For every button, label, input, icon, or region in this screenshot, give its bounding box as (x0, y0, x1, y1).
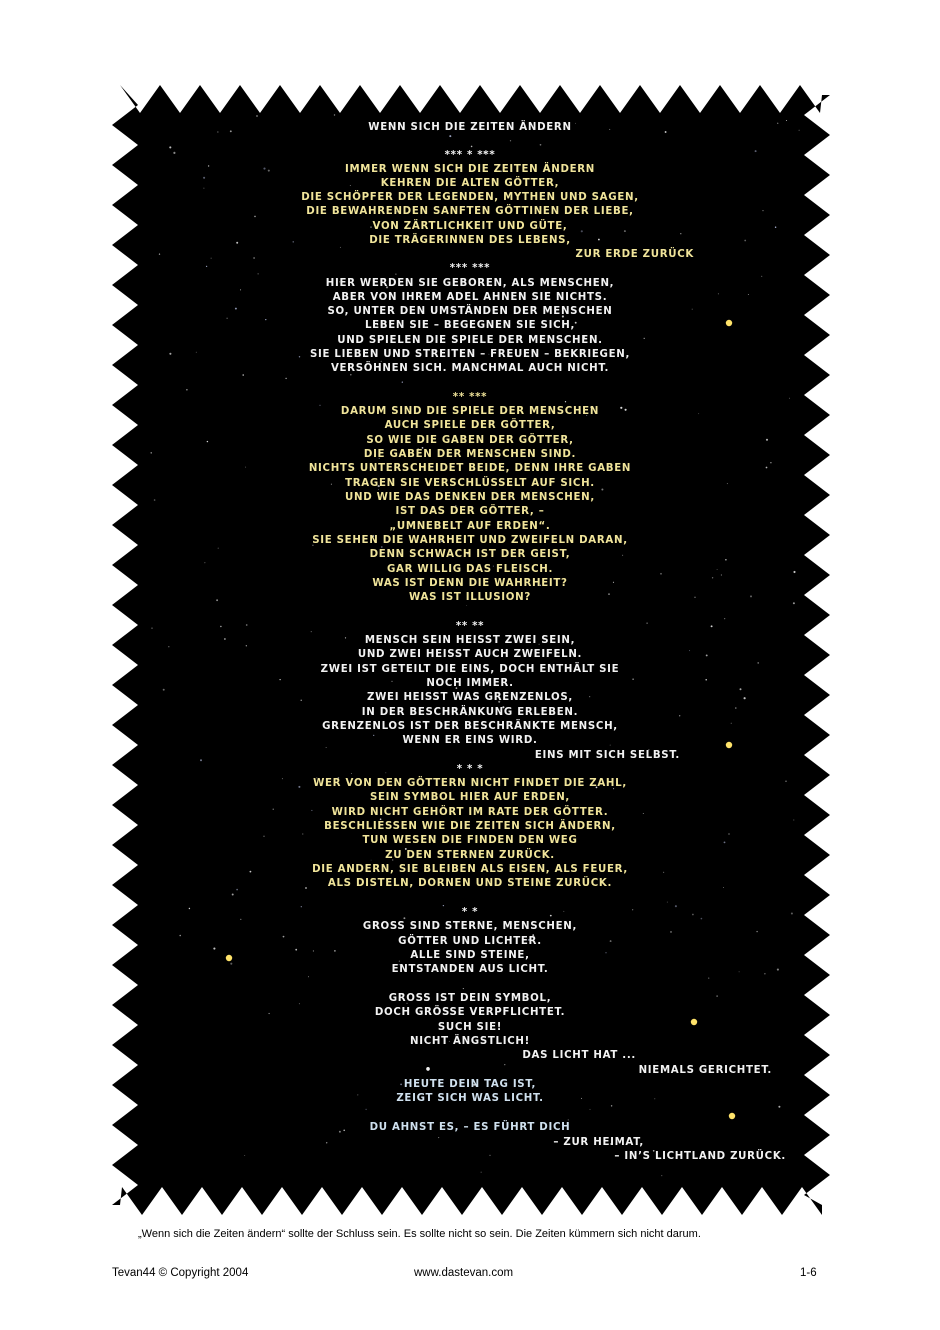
poem-line: GÖTTER UND LICHTER. (398, 936, 542, 947)
poem-line: IST DAS DER GÖTTER, – (395, 506, 545, 517)
separator: ** *** (452, 392, 488, 403)
poem-line: MENSCH SEIN HEISST ZWEI SEIN, (364, 635, 576, 646)
poem-line: DENN SCHWACH IST DER GEIST, (369, 549, 571, 560)
poem-line: ZU DEN STERNEN ZURÜCK. (385, 850, 555, 861)
poem-line: BESCHLIESSEN WIE DIE ZEITEN SICH ÄNDERN, (324, 821, 616, 832)
poem-line: SO, UNTER DEN UMSTÄNDEN DER MENSCHEN (327, 306, 613, 317)
poem-line: – IN’S LICHTLAND ZURÜCK. (614, 1151, 786, 1162)
poem-line: SO WIE DIE GABEN DER GÖTTER, (366, 435, 574, 446)
separator: * * (461, 907, 479, 918)
poem-line: SUCH SIE! (437, 1022, 503, 1033)
poem-line: DOCH GRÖSSE VERPFLICHTET. (374, 1007, 566, 1018)
poem-line: KEHREN DIE ALTEN GÖTTER, (380, 178, 560, 189)
separator: *** * *** (444, 150, 496, 161)
poem-line: ALS DISTELN, DORNEN UND STEINE ZURÜCK. (327, 878, 613, 889)
poem-line: SIE SEHEN DIE WAHRHEIT UND ZWEIFELN DARAN, (312, 535, 628, 546)
poem-line: GROSS IST DEIN SYMBOL, (388, 993, 552, 1004)
poem-line: WAS IST ILLUSION? (409, 592, 531, 603)
poem-line: IMMER WENN SICH DIE ZEITEN ÄNDERN (344, 164, 596, 175)
bullet-separator: • (424, 1065, 432, 1076)
poem-line: VON ZÄRTLICHKEIT UND GÜTE, (372, 221, 568, 232)
poem-line: HIER WERDEN SIE GEBOREN, ALS MENSCHEN, (325, 278, 615, 289)
poem-line: DIE ANDERN, SIE BLEIBEN ALS EISEN, ALS FEUER, (312, 864, 628, 875)
poem-line: AUCH SPIELE DER GÖTTER, (384, 420, 556, 431)
poem-line: NIEMALS GERICHTET. (638, 1065, 772, 1076)
poem-line: – ZUR HEIMAT, (553, 1137, 644, 1148)
poem-line: NOCH IMMER. (426, 678, 514, 689)
poem-line: WAS IST DENN DIE WAHRHEIT? (372, 578, 568, 589)
footer-copyright: Tevan44 © Copyright 2004 (112, 1267, 249, 1279)
poem-line: HEUTE DEIN TAG IST, (403, 1079, 537, 1090)
poem-title: WENN SICH DIE ZEITEN ÄNDERN (368, 122, 572, 133)
poem-line: UND ZWEI HEISST AUCH ZWEIFELN. (357, 649, 583, 660)
poem-line: ALLE SIND STEINE, (410, 950, 530, 961)
poem-line: WER VON DEN GÖTTERN NICHT FINDET DIE ZAHL, (313, 778, 627, 789)
poem-line: „UMNEBELT AUF ERDEN“. (389, 521, 551, 532)
poem-line: EINS MIT SICH SELBST. (534, 750, 680, 761)
footer-website: www.dastevan.com (414, 1267, 514, 1279)
poem-line: UND SPIELEN DIE SPIELE DER MENSCHEN. (337, 335, 603, 346)
poem-line: DU AHNST ES, – ES FÜHRT DICH (369, 1122, 571, 1133)
poem-line: ENTSTANDEN AUS LICHT. (391, 964, 549, 975)
poem-line: TRAGEN SIE VERSCHLÜSSELT AUF SICH. (345, 478, 595, 489)
poem-line: NICHT ÄNGSTLICH! (409, 1036, 530, 1047)
poem-line: DAS LICHT HAT ... (522, 1050, 636, 1061)
poem-line: NICHTS UNTERSCHEIDET BEIDE, DENN IHRE GABEN (308, 463, 632, 474)
poem-line: IN DER BESCHRÄNKUNG ERLEBEN. (361, 707, 579, 718)
poem-line: DIE SCHÖPFER DER LEGENDEN, MYTHEN UND SAGEN, (301, 192, 639, 203)
poem-line: DIE BEWAHRENDEN SANFTEN GÖTTINEN DER LIEBE, (306, 206, 634, 217)
poem-line: DARUM SIND DIE SPIELE DER MENSCHEN (340, 406, 600, 417)
poem-line: UND WIE DAS DENKEN DER MENSCHEN, (345, 492, 595, 503)
poem-line: ABER VON IHREM ADEL AHNEN SIE NICHTS. (332, 292, 608, 303)
poem-line: ZUR ERDE ZURÜCK (575, 249, 694, 260)
poem-line: ZWEI HEISST WAS GRENZENLOS, (367, 692, 573, 703)
poem-line: WIRD NICHT GEHÖRT IM RATE DER GÖTTER. (331, 807, 609, 818)
separator: ** ** (455, 621, 485, 632)
poem-line: GAR WILLIG DAS FLEISCH. (386, 564, 554, 575)
poem-line: GRENZENLOS IST DER BESCHRÄNKTE MENSCH, (322, 721, 618, 732)
separator: *** *** (449, 263, 491, 274)
poem-line: SIE LIEBEN UND STREITEN – FREUEN – BEKRIEGEN, (309, 349, 631, 360)
poem-line: TUN WESEN DIE FINDEN DEN WEG (362, 835, 578, 846)
closing-note: „Wenn sich die Zeiten ändern“ sollte der Schluss sein. Es sollte nicht so sein. Die Zeiten kümmern sich nicht darum. (138, 1228, 701, 1240)
poem-line: DIE TRÄGERINNEN DES LEBENS, (369, 235, 571, 246)
footer-page-number: 1-6 (800, 1267, 817, 1279)
poem-line: VERSÖHNEN SICH. MANCHMAL AUCH NICHT. (330, 363, 610, 374)
poem-line: ZWEI IST GETEILT DIE EINS, DOCH ENTHÄLT SIE (320, 664, 620, 675)
poem-line: ZEIGT SICH WAS LICHT. (396, 1093, 544, 1104)
poem-line: LEBEN SIE – BEGEGNEN SIE SICH, (364, 320, 576, 331)
poem-line: WENN ER EINS WIRD. (402, 735, 538, 746)
poem-line: DIE GABEN DER MENSCHEN SIND. (363, 449, 577, 460)
separator: * * * (456, 764, 484, 775)
poem-line: SEIN SYMBOL HIER AUF ERDEN, (369, 792, 570, 803)
poem-line: GROSS SIND STERNE, MENSCHEN, (362, 921, 578, 932)
